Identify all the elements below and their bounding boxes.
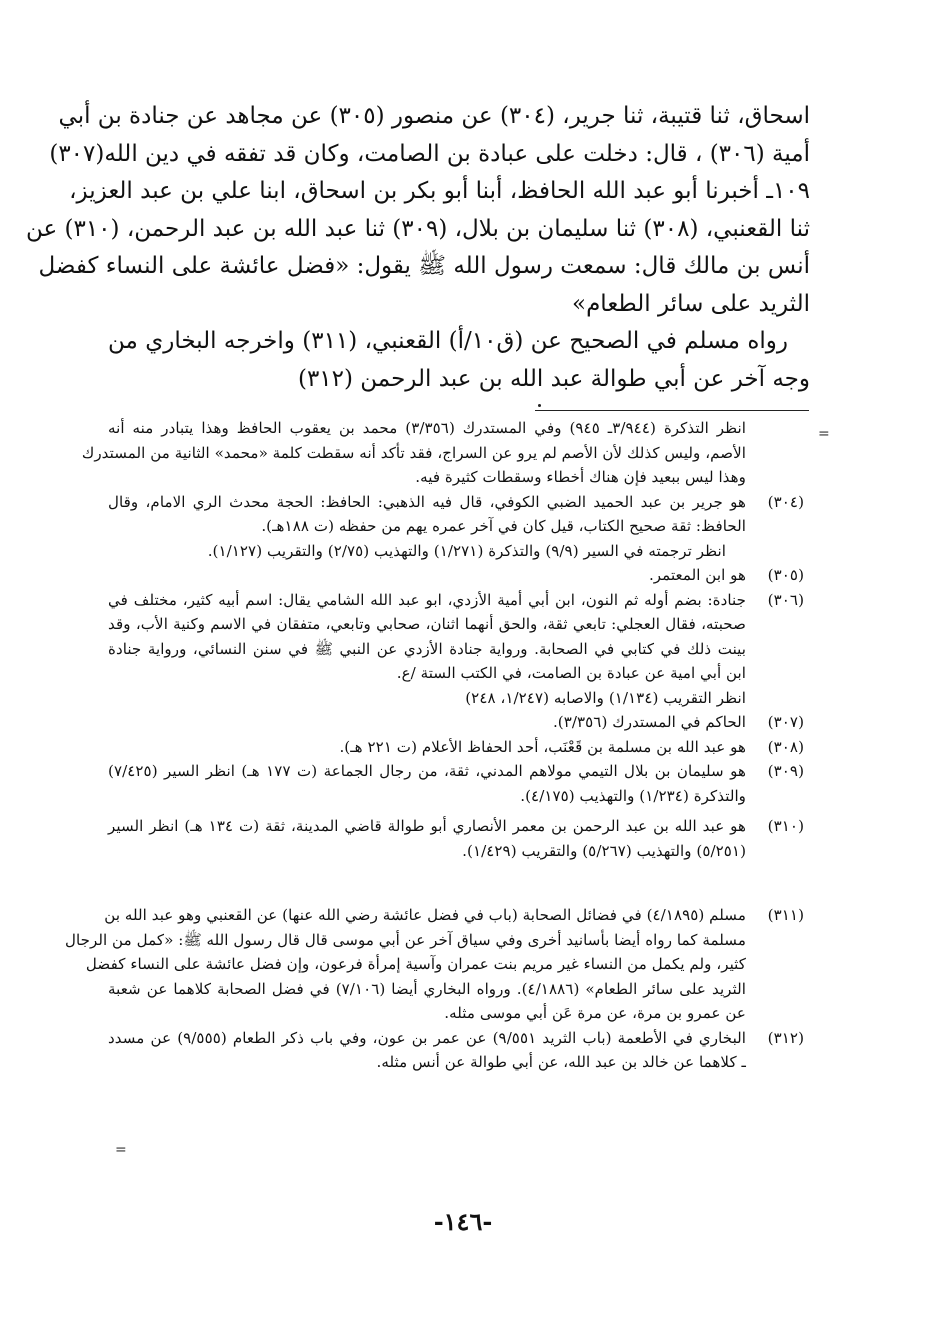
footnote-text: مسلم (٤/١٨٩٥) في فضائل الصحابة (باب في فضل عائشة رضي الله عنها) عن القعنبي وهو عبد الله بن bbox=[104, 906, 746, 924]
footnote-line bbox=[108, 1026, 804, 1051]
footnote-311 bbox=[64, 903, 804, 1026]
footnote-312 bbox=[108, 1026, 804, 1075]
main-line: اسحاق، ثنا قتيبة، ثنا جرير، (٣٠٤) عن منصور (٣٠٥) عن مجاهد عن جنادة بن أبي bbox=[58, 103, 810, 129]
footnote-line bbox=[108, 588, 804, 613]
footnote-text: البخاري في الأطعمة (باب الثريد ٩/٥٥١) عن عمر بن عون، وفي باب ذكر الطعام (٩/٥٥٥) عن مسدد bbox=[108, 1028, 746, 1047]
footnote-line: الثريد على سائر الطعام» (٤/١٨٨٦). ورواه البخاري أيضا (٧/١٠٦) في فضل الصحابة كلاهما عن شعبة bbox=[108, 979, 746, 998]
footnote-line: (٥/٢٥١) والتهذيب (٥/٢٦٧) والتقريب (١/٤٢٩). bbox=[462, 841, 746, 860]
main-line: وجه آخر عن أبي طوالة عبد الله بن عبد الرحمن (٣١٢) bbox=[297, 365, 810, 392]
footnote-line: مسلمة كما رواه أيضا بأسانيد أخرى وفي سياق آخر عن أبي موسى قال قال رسول الله ﷺ: «كمل من الرجال bbox=[64, 930, 746, 949]
footnote-line: انظر ترجمته في السير (٩/٩) والتذكرة (١/٢٧١) والتهذيب (٢/٧٥) والتقريب (١/١٢٧). bbox=[207, 541, 726, 560]
footnote-line: الحافظ: ثقة صحيح الكتاب، قيل كان في آخر عمره يهم من حفظه (ت ١٨٨هـ). bbox=[261, 517, 746, 535]
footnote-number: (٣٠٦) bbox=[767, 590, 804, 609]
footnote-text: الحاكم في المستدرك (٣/٣٥٦). bbox=[552, 713, 746, 731]
footnote-text: هو ابن المعتمر. bbox=[648, 566, 746, 584]
footnote-number: (٣٠٩) bbox=[767, 762, 804, 780]
footnote-line bbox=[108, 710, 804, 735]
footnote-line: ابن أبي امية عن عبادة بن الصامت، في الكتب الستة /ع. bbox=[396, 664, 746, 682]
footnote-306 bbox=[108, 588, 804, 711]
footnote-304 bbox=[108, 490, 804, 564]
footnotes bbox=[64, 416, 804, 1075]
footnote-number: (٣٠٤) bbox=[767, 492, 804, 511]
footnote-line bbox=[108, 490, 804, 515]
main-line: ١٠٩ـ أخبرنا أبو عبد الله الحافظ، أبنا أبو بكر بن اسحاق، ابنا علي بن عبد العزيز، bbox=[69, 178, 810, 204]
footnote-text: هو جرير بن عبد الحميد الضبي الكوفي، قال فيه الذهبي: الحافظ: الحجة محدث الري الامام، وقال bbox=[108, 492, 746, 511]
footnote-line: بينت ذلك في كتابي في الصحابة. ورواية جنادة الأزدي عن النبي ﷺ في سنن النسائي، ورواية جنادة bbox=[108, 639, 746, 658]
footnote-305 bbox=[108, 563, 804, 588]
footnote-line bbox=[108, 563, 804, 588]
footnote-309 bbox=[108, 759, 804, 808]
footnote-number: (٣١٢) bbox=[767, 1028, 804, 1047]
separator-dot bbox=[538, 404, 541, 407]
footnote-line: وهذا ليس ببعيد فإن هناك أخطاء وسقطات كثيرة فيه. bbox=[415, 468, 746, 486]
footnote-number: (٣٠٧) bbox=[767, 713, 804, 731]
footnote-308 bbox=[108, 735, 804, 760]
main-text bbox=[25, 98, 810, 398]
main-line: ثنا القعنبي، (٣٠٨) ثنا سليمان بن بلال، (٣٠٩) ثنا عبد الله بن عبد الرحمن، (٣١٠) عن bbox=[25, 215, 810, 242]
footnote-line: كثير، ولم يكمل من النساء غير مريم بنت عمران وآسية إمرأة فرعون، وإن فضل عائشة على النساء كفضل bbox=[85, 955, 746, 973]
footnote-line: والتذكرة (١/٢٣٤) والتهذيب (٤/١٧٥). bbox=[520, 786, 746, 805]
footnote-number: (٣٠٨) bbox=[767, 737, 804, 756]
footnote-line bbox=[104, 903, 804, 928]
footnote-text: هو سليمان بن بلال التيمي مولاهم المدني، ثقة، من رجال الجماعة (ت ١٧٧ هـ) انظر السير (٧/٤٢٥) bbox=[108, 762, 747, 780]
footnote-line bbox=[108, 759, 804, 784]
footnote-separator bbox=[535, 410, 809, 411]
page-number: -١٤٦- bbox=[433, 1207, 493, 1236]
continuation-mark: = bbox=[115, 1142, 127, 1158]
footnote-line: الأصم، وليس كذلك لأن الأصم لم يرو عن السراج، فقد تأكد أنه سقطت كلمة «محمد» الثانية من المستدرك bbox=[81, 443, 746, 462]
footnote-line: صحبته، فقال العجلي: تابعي ثقة، والحق أنهما اثنان، صحابي وتابعي، متفقان في الاسم وكنية الأب، وقد bbox=[108, 615, 746, 633]
footnote-line: انظر التذكرة (٣/٩٤٤ـ ٩٤٥) وفي المستدرك (٣/٣٥٦) محمد بن يعقوب الحافظ وهذا يتبادر منه أنه bbox=[108, 419, 746, 437]
footnote-number: (٣١٠) bbox=[767, 817, 804, 835]
footnote-text: هو عبد الله بن عبد الرحمن بن معمر الأنصاري أبو طوالة قاضي المدينة، ثقة (ت ١٣٤ هـ) انظر السير bbox=[108, 817, 746, 835]
footnote-number: (٣١١) bbox=[767, 906, 804, 924]
footnote-line bbox=[108, 735, 804, 760]
footnote-text: جنادة: بضم أوله ثم النون، ابن أبي أمية الأزدي، ابو عبد الله الشامي يقال: اسم أبيه كثير، مختلف في bbox=[108, 590, 746, 609]
main-line: الثريد على سائر الطعام» bbox=[572, 290, 810, 317]
continuation-mark: = bbox=[818, 426, 830, 442]
footnote-303 bbox=[81, 416, 804, 490]
main-line: أنس بن مالك قال: سمعت رسول الله ﷺ يقول: «فضل عائشة على النساء كفضل bbox=[38, 253, 810, 279]
footnote-310 bbox=[108, 814, 804, 863]
footnote-number: (٣٠٥) bbox=[767, 566, 804, 584]
footnote-307 bbox=[108, 710, 804, 735]
main-line: رواه مسلم في الصحيح عن (ق١٠/أ) القعنبي، (٣١١) واخرجه البخاري من bbox=[108, 328, 788, 354]
footnote-line: ـ كلاهما عن خالد بن عبد الله، عن أبي طوالة عن أنس مثله. bbox=[376, 1053, 746, 1071]
footnote-line bbox=[108, 814, 804, 839]
footnote-text: هو عبد الله بن مسلمة بن قَعْنَب، أحد الحفاظ الأعلام (ت ٢٢١ هـ). bbox=[339, 737, 746, 756]
footnote-line: انظر التقريب (١/١٣٤) والاصابه (١/٢٤٧، ٢٤٨) bbox=[465, 688, 746, 707]
footnote-line: عن عمرو بن مرة، عن مرة عَن أبي موسى مثله. bbox=[444, 1004, 746, 1022]
main-line: أمية (٣٠٦) ، قال: دخلت على عبادة بن الصامت، وكان قد تفقه في دين الله(٣٠٧) bbox=[49, 140, 810, 167]
